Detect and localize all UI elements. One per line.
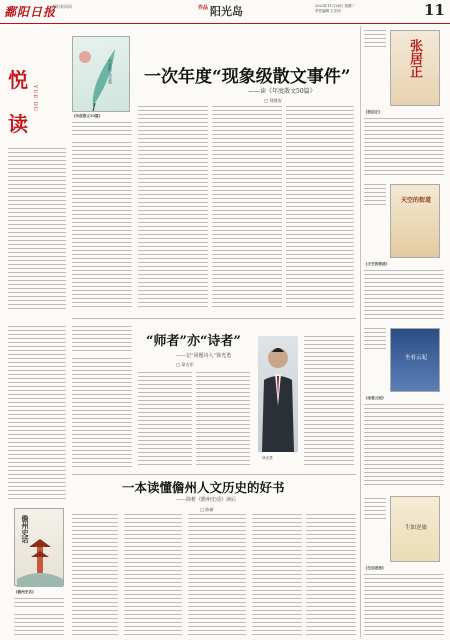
sidebar-note-1 xyxy=(364,30,386,50)
book-caption: 《年度散文50篇》 xyxy=(72,114,103,118)
editor-credit: 责任编辑 王宏伟 xyxy=(315,8,341,13)
article2-body-col2 xyxy=(138,372,192,468)
sidebar-caption-4: 《生如逆旅》 xyxy=(364,566,386,570)
book-cover-cloud xyxy=(390,328,440,392)
book-info-2 xyxy=(14,598,64,608)
article3-body-col5 xyxy=(306,514,356,638)
feather-pen-icon xyxy=(73,37,131,113)
article1-title: 一次年度“现象级散文事件” xyxy=(144,67,351,87)
author-portrait xyxy=(258,336,298,452)
sidebar-body-3 xyxy=(364,404,444,488)
sidebar-note-2 xyxy=(364,184,386,206)
sidebar-caption-1: 《张居正》 xyxy=(364,110,382,114)
sidebar-body-2 xyxy=(364,270,444,322)
article3-body-col2 xyxy=(124,514,182,638)
issue-info xyxy=(315,4,420,13)
article2-title: “师者”亦“诗者” xyxy=(146,334,241,349)
book-cover-title: 年度散文50篇 xyxy=(108,59,113,85)
article3-body-col3 xyxy=(188,514,246,638)
article3-title: 一本读懂儋州人文历史的好书 xyxy=(122,480,285,495)
section-divider xyxy=(72,318,356,319)
newspaper-logo: 鄱阳日报 xyxy=(4,5,57,19)
article2-body-col3 xyxy=(196,372,250,468)
book-cover-annual-essays xyxy=(72,36,130,112)
section-title: 阳光岛 xyxy=(210,5,243,18)
article1-body-col2 xyxy=(138,106,208,310)
article2-body-col1 xyxy=(72,358,132,468)
person-photo xyxy=(258,336,298,452)
book-cover-zhang-juzheng xyxy=(390,30,440,106)
sidebar-cover-title-2: 天空的街道 xyxy=(400,197,431,204)
left-column-body xyxy=(8,148,66,312)
article1-subtitle: ——读《年度散文50篇》 xyxy=(248,88,316,95)
article3-body-col4 xyxy=(252,514,302,638)
section-label: 作品 xyxy=(198,5,209,11)
book-caption-2: 《儋州史话》 xyxy=(14,590,36,594)
sidebar-cover-title-1: 张居正 xyxy=(407,39,422,78)
article1-body-col1 xyxy=(72,142,132,310)
article3-author: □ 陈新 xyxy=(200,507,214,512)
article3-body-col1 xyxy=(72,514,118,638)
sidebar-divider xyxy=(360,26,361,638)
column-char-du: 读 xyxy=(8,112,28,136)
logo-subtitle: 鄱阳新闻网 xyxy=(52,4,72,9)
column-pinyin: YUE DU xyxy=(32,85,38,112)
sidebar-caption-2: 《天空的街道》 xyxy=(364,262,390,266)
sidebar-caption-3: 《坐看云起》 xyxy=(364,396,386,400)
sidebar-cover-title-4: 生如逆旅 xyxy=(404,525,427,531)
sidebar-note-4 xyxy=(364,498,386,520)
portrait-caption: 徐光勇 xyxy=(262,456,273,460)
page-number: 11 xyxy=(424,1,445,19)
sidebar-cover-title-3: 坐看云起 xyxy=(404,355,427,361)
article2-body-col4 xyxy=(304,336,354,468)
sidebar-body-4 xyxy=(364,574,444,636)
section-divider-2 xyxy=(72,474,356,475)
sidebar-body-1 xyxy=(364,118,444,178)
book-cover-journey xyxy=(390,496,440,562)
article2-author: □ 章吉军 xyxy=(176,362,194,367)
book-info xyxy=(72,122,132,136)
article3-subtitle: ——简析《儋州史话》读后 xyxy=(176,497,237,503)
article1-body-col3 xyxy=(212,106,282,310)
left-column-body-2 xyxy=(8,326,66,502)
article1-author: □ 刘建安 xyxy=(264,98,282,103)
book-cover-danzhou-history xyxy=(14,508,64,586)
article2-subtitle: ——记“同题诗人”徐光勇 xyxy=(176,353,232,359)
sidebar-note-3 xyxy=(364,328,386,350)
book-cover-title-2: 儋州史话 xyxy=(21,515,30,543)
article3-body-col0 xyxy=(14,614,64,638)
article2-lead xyxy=(72,326,132,354)
book-cover-sky-street xyxy=(390,184,440,258)
issue-date: 2023年11月28日 星期二 xyxy=(315,4,355,8)
article1-body-col4 xyxy=(286,106,354,310)
column-char-yue: 悦 xyxy=(8,68,28,92)
